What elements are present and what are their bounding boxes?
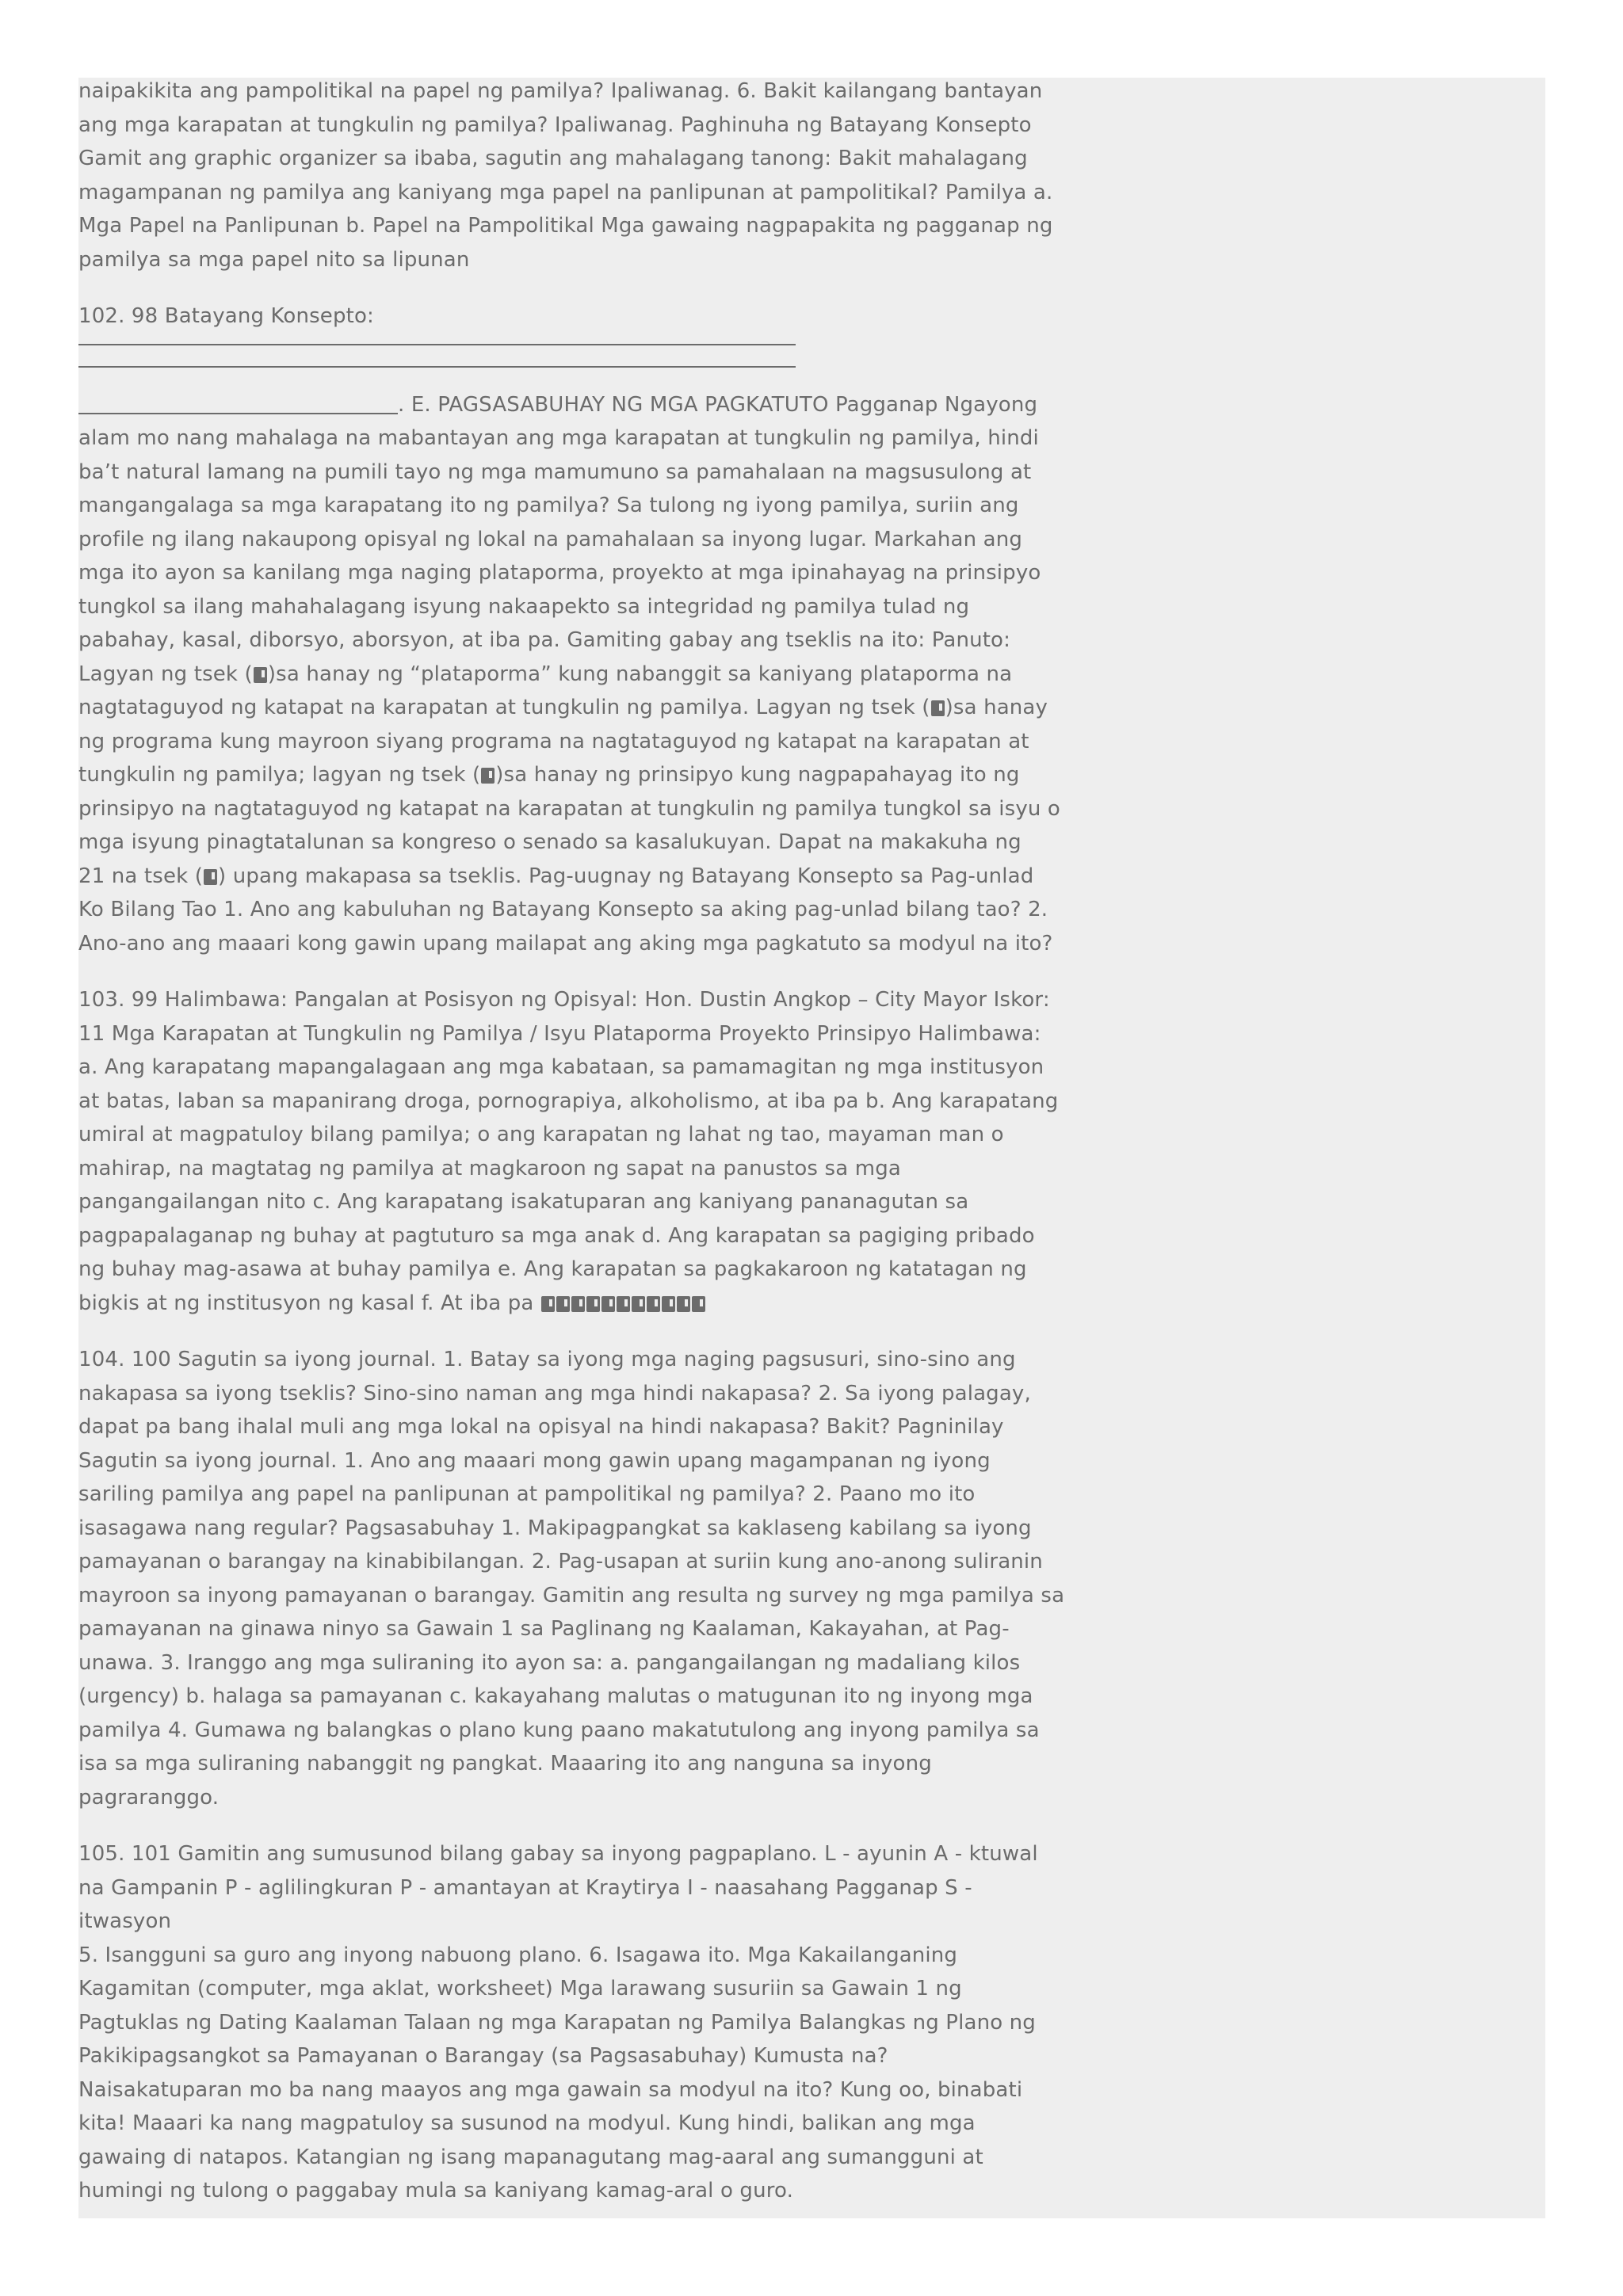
missing-glyph-icon [647, 1296, 660, 1312]
missing-glyph-icon [692, 1296, 705, 1312]
missing-glyph-icon [556, 1296, 570, 1312]
missing-glyph-icon [632, 1296, 645, 1312]
batayang-konsepto-heading: 102. 98 Batayang Konsepto: [78, 304, 374, 328]
missing-glyph-icon [662, 1296, 675, 1312]
paragraph-2 [78, 299, 1069, 960]
paragraph-3-text: 103. 99 Halimbawa: Pangalan at Posisyon ng Opisyal: Hon. Dustin Angkop – City Mayor Iskor: 11 Mga Karapatan at Tungkulin ng Pamilya / Isyu Plataporma Proyekto Prinsipyo Halimbawa: a. Ang karapatang mapangalagaan ang mga kabataan, sa pamamagitan ng mga institusyon at batas, laban sa mapanirang droga, pornograpiya, alkoholismo, at iba pa b. Ang karapatang umiral at magpatuloy bilang pamilya; o ang karapatan ng lahat ng tao, mayaman man o mahirap, na magtatag ng pamilya at magkaroon ng sapat na panustos sa mga pangangailangan nito c. Ang karapatang isakatuparan ang kaniyang pananagutan sa pagpapalaganap ng buhay at pagtuturo sa mga anak d. Ang karapatan sa pagiging pribado ng buhay mag-asawa at buhay pamilya e. Ang karapatan sa pagkakaroon ng katatagan ng bigkis at ng institusyon ng kasal f. At iba pa [78, 988, 1059, 1315]
missing-glyph-icon [586, 1296, 600, 1312]
missing-glyph-icon [541, 1296, 555, 1312]
missing-glyph-icon [617, 1296, 630, 1312]
paragraph-5: 105. 101 Gamitin ang sumusunod bilang gabay sa inyong pagpaplano. L - ayunin A - ktuwal na Gampanin P - aglilingkuran P - amantayan at Kraytirya I - naasahang Pagganap S - itwasyon 5. Isangguni sa guro ang inyong nabuong plano. 6. Isagawa ito. Mga Kakailanganing Kagamitan (computer, mga aklat, worksheet) Mga larawang susuriin sa Gawain 1 ng Pagtuklas ng Dating Kaalaman Talaan ng mga Karapatan ng Pamilya Balangkas ng Plano ng Pakikipagsangkot sa Pamayanan o Barangay (sa Pagsasabuhay) Kumusta na? Naisakatuparan mo ba nang maayos ang mga gawain sa modyul na ito? Kung oo, binabati kita! Maaari ka nang magpatuloy sa susunod na modyul. Kung hindi, balikan ang mga gawaing di natapos. Katangian ng isang mapanagutang mag-aaral ang sumangguni at humingi ng tulong o paggabay mula sa kaniyang kamag-aral o guro. [78, 1842, 1038, 2203]
answer-line-3 [78, 413, 398, 414]
document-body [78, 74, 1069, 2231]
paragraph-3 [78, 983, 1069, 1320]
paragraph-1: naipakikita ang pampolitikal na papel ng pamilya? Ipaliwanag. 6. Bakit kailangang bantayan ang mga karapatan at tungkulin ng pamilya? Ipaliwanag. Paghinuha ng Batayang Konsepto Gamit ang graphic organizer sa ibaba, sagutin ang mahalagang tanong: Bakit mahalagang magampanan ng pamilya ang kaniyang mga papel na panlipunan at pampolitikal? Pamilya a. Mga Papel na Panlipunan b. Papel na Pampolitikal Mga gawaing nagpapakita ng pagganap ng pamilya sa mga papel nito sa lipunan [78, 79, 1053, 272]
paragraph-2-body-c: )sa hanay ng programa kung mayroon siyang programa na nagtataguyod ng katapat na karapatan at tungkulin ng pamilya; lagyan ng tsek ( [78, 696, 1048, 787]
paragraph-2-body-b: )sa hanay ng “plataporma” kung nabanggit sa kaniyang plataporma na nagtataguyod ng katapat na karapatan at tungkulin ng pamilya. Lagyan ng tsek ( [78, 662, 1013, 719]
missing-glyph-icon [571, 1296, 585, 1312]
missing-glyph-icon [931, 700, 945, 716]
paragraph-2-body-a: alam mo nang mahalaga na mabantayan ang mga karapatan at tungkulin ng pamilya, hindi ba’t natural lamang na pumili tayo ng mga mamumuno sa pamahalaan na magsusulong at mangangalaga sa mga karapatang ito ng pamilya? Sa tulong ng iyong pamilya, suriin ang profile ng ilang nakaupong opisyal ng lokal na pamahalaan sa inyong lugar. Markahan ang mga ito ayon sa kanilang mga naging plataporma, proyekto at mga ipinahayag na prinsipyo tungkol sa ilang mahahalagang isyung nakaapekto sa integridad ng pamilya tulad ng pabahay, kasal, diborsyo, aborsyon, at iba pa. Gamiting gabay ang tseklis na ito: Panuto: Lagyan ng tsek ( [78, 426, 1041, 686]
paragraph-4: 104. 100 Sagutin sa iyong journal. 1. Batay sa iyong mga naging pagsusuri, sino-sino ang nakapasa sa iyong tseklis? Sino-sino naman ang mga hindi nakapasa? 2. Sa iyong palagay, dapat pa bang ihalal muli ang mga lokal na opisyal na hindi nakapasa? Bakit? Pagninilay Sagutin sa iyong journal. 1. Ano ang maaari mong gawin upang magampanan ng iyong sariling pamilya ang papel na panlipunan at pampolitikal ng pamilya? 2. Paano mo ito isasagawa nang regular? Pagsasabuhay 1. Makipagpangkat sa kaklaseng kabilang sa iyong pamayanan o barangay na kinabibilangan. 2. Pag-usapan at suriin kung ano-anong suliranin mayroon sa inyong pamayanan o barangay. Gamitin ang resulta ng survey ng mga pamilya sa pamayanan na ginawa ninyo sa Gawain 1 sa Paglinang ng Kaalaman, Kakayahan, at Pag- unawa. 3. Iranggo ang mga suliraning ito ayon sa: a. pangangailangan ng madaliang kilos (urgency) b. halaga sa pamayanan c. kakayahang malutas o matugunan ito ng inyong mga pamilya 4. Gumawa ng balangkas o plano kung paano makatutulong ang inyong pamilya sa isa sa mga suliraning nabanggit ng pangkat. Maaaring ito ang nanguna sa inyong pagraranggo. [78, 1348, 1065, 1810]
missing-glyph-icon [601, 1296, 615, 1312]
missing-glyph-icon [481, 768, 495, 784]
missing-glyph-icon [677, 1296, 690, 1312]
paragraph-2-text [78, 388, 1069, 961]
paragraph-2-body-e: ) upang makapasa sa tseklis. Pag-uugnay ng Batayang Konsepto sa Pag-unlad Ko Bilang Tao 1. Ano ang kabuluhan ng Batayang Konsepto sa aking pag-unlad bilang tao? 2. Ano-ano ang maaari kong gawin upang mailapat ang aking mga pagkatuto sa modyul na ito? [78, 864, 1053, 955]
paragraph-2-body-d: )sa hanay ng prinsipyo kung nagpapahayag ito ng prinsipyo na nagtataguyod ng katapat na karapatan at tungkulin ng pamilya tungkol sa isyu o mga isyung pinagtatalunan sa kongreso o senado sa kasalukuyan. Dapat na makakuha ng 21 na tsek ( [78, 763, 1060, 888]
answer-line-2 [78, 366, 796, 368]
answer-line-1 [78, 344, 796, 345]
missing-glyph-icon [254, 667, 267, 683]
missing-glyph-icon [204, 869, 217, 885]
pagsasabuhay-lead: . E. PAGSASABUHAY NG MGA PAGKATUTO Pagganap Ngayong [398, 392, 1038, 417]
